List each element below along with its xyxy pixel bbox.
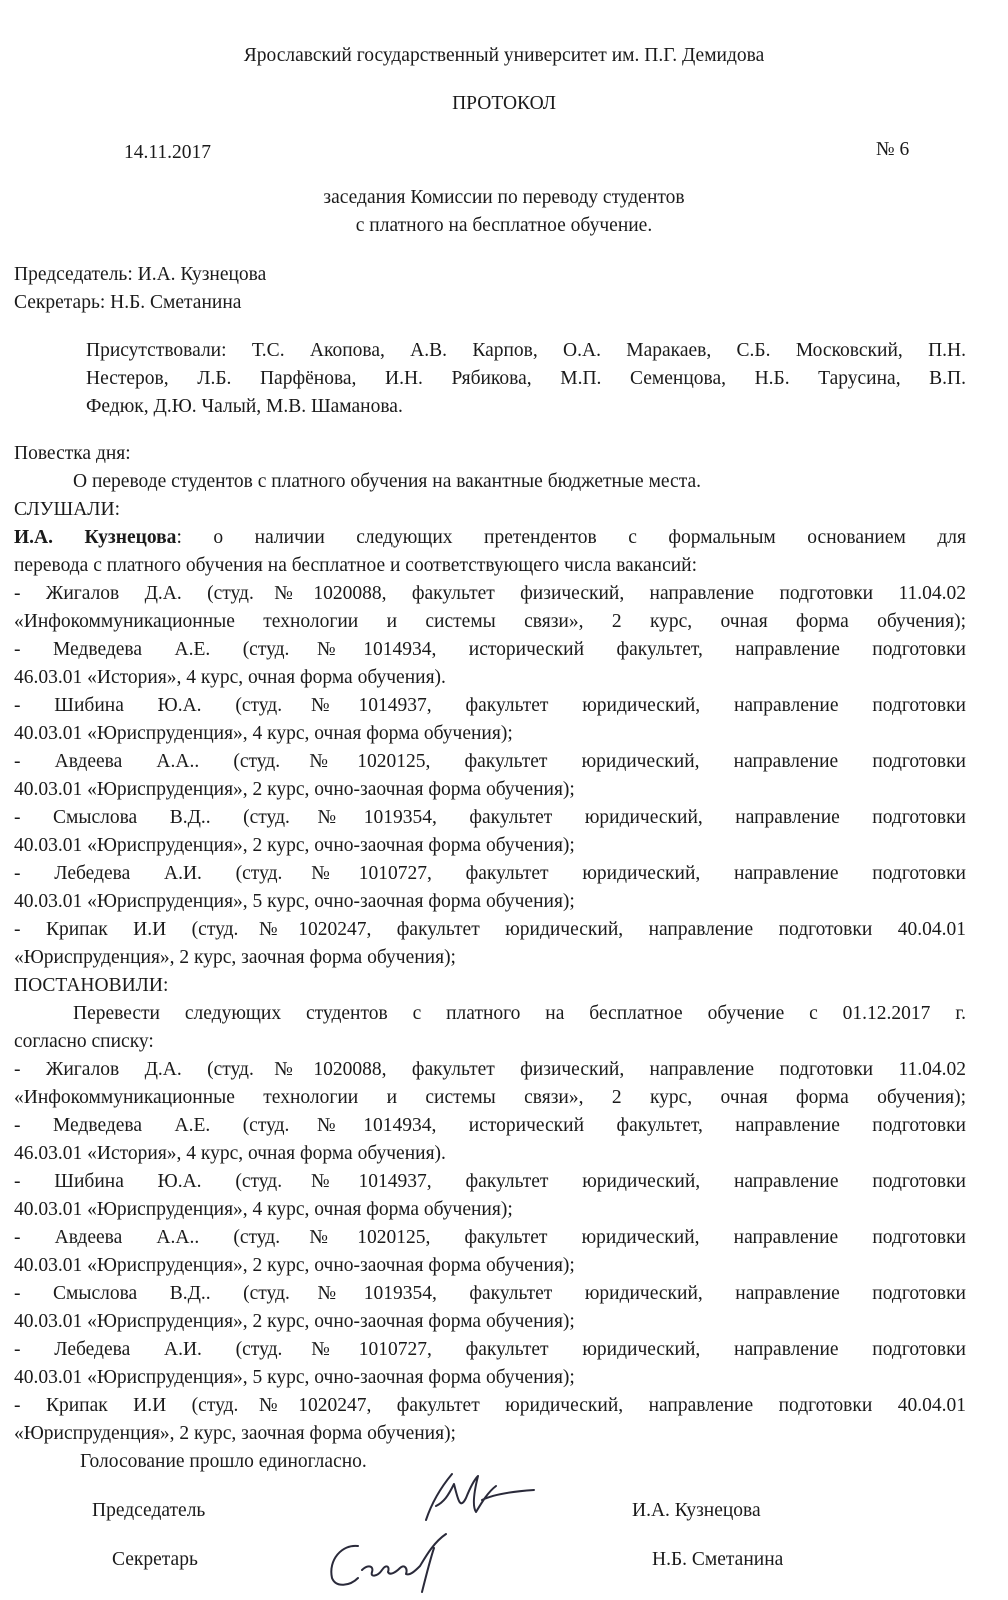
attendees-line: Нестеров, Л.Б. Парфёнова, И.Н. Рябикова, М.П. Семенцова, Н.Б. Тарусина, В.П. xyxy=(86,368,966,389)
heard-label: СЛУШАЛИ: xyxy=(14,499,121,520)
list-item: 40.03.01 «Юриспруденция», 2 курс, очно-заочная форма обучения); xyxy=(14,779,575,800)
list-item: - Шибина Ю.А. (студ.№1014937, факультет юридический, направление подготовки xyxy=(14,695,966,716)
subject-line-1: заседания Комиссии по переводу студентов xyxy=(323,187,685,208)
agenda-label: Повестка дня: xyxy=(14,443,131,464)
list-item: 40.03.01 «Юриспруденция», 2 курс, очно-заочная форма обучения); xyxy=(14,835,575,856)
list-item: - Авдеева А.А.. (студ.№1020125, факультет юридический, направление подготовки xyxy=(14,751,966,772)
attendees-line: Федюк, Д.Ю. Чалый, М.В. Шаманова. xyxy=(86,396,403,417)
secretary-signature-title: Секретарь xyxy=(112,1549,198,1570)
resolved-intro-line-1: Перевести следующих студентов с платного на бесплатное обучение с 01.12.2017 г. xyxy=(73,1003,966,1024)
heard-intro-rest: : о наличии следующих претендентов с формальным основанием для xyxy=(176,527,966,548)
list-item: «Юриспруденция», 2 курс, заочная форма обучения); xyxy=(14,1423,456,1444)
list-item: 40.03.01 «Юриспруденция», 5 курс, очно-заочная форма обучения); xyxy=(14,891,575,912)
heard-intro-line-2: перевода с платного обучения на бесплатное и соответствующего числа вакансий: xyxy=(14,555,698,576)
list-item: - Медведева А.Е. (студ.№1014934, исторический факультет, направление подготовки xyxy=(14,639,966,660)
list-item: 40.03.01 «Юриспруденция», 5 курс, очно-заочная форма обучения); xyxy=(14,1367,575,1388)
list-item: «Инфокоммуникационные технологии и системы связи», 2 курс, очная форма обучения); xyxy=(14,1087,966,1108)
list-item: 46.03.01 «История», 4 курс, очная форма обучения). xyxy=(14,667,446,688)
chair-signature-icon xyxy=(412,1466,542,1528)
protocol-date: 14.11.2017 xyxy=(124,142,212,163)
secretary-signature-name: Н.Б. Сметанина xyxy=(652,1549,784,1570)
subject-line-2: с платного на бесплатное обучение. xyxy=(355,215,653,236)
list-item: 40.03.01 «Юриспруденция», 4 курс, очная форма обучения); xyxy=(14,723,513,744)
list-item: «Юриспруденция», 2 курс, заочная форма обучения); xyxy=(14,947,456,968)
list-item: - Авдеева А.А.. (студ.№1020125, факультет юридический, направление подготовки xyxy=(14,1227,966,1248)
list-item: - Крипак И.И (студ.№1020247, факультет юридический, направление подготовки 40.04.01 xyxy=(14,1395,966,1416)
chair-line: Председатель: И.А. Кузнецова xyxy=(14,264,267,285)
agenda-item: О переводе студентов с платного обучения на вакантные бюджетные места. xyxy=(73,471,701,492)
university-name: Ярославский государственный университет им. П.Г. Демидова xyxy=(243,45,765,66)
attendees-line: Присутствовали: Т.С. Акопова, А.В. Карпов, О.А. Маракаев, С.Б. Московский, П.Н. xyxy=(86,340,966,361)
document-type: ПРОТОКОЛ xyxy=(452,93,556,114)
list-item: - Жигалов Д.А. (студ.№1020088, факультет физический, направление подготовки 11.04.02 xyxy=(14,583,966,604)
list-item: - Лебедева А.И. (студ.№1010727, факультет юридический, направление подготовки xyxy=(14,863,966,884)
vote-result: Голосование прошло единогласно. xyxy=(80,1451,367,1472)
list-item: 40.03.01 «Юриспруденция», 4 курс, очная форма обучения); xyxy=(14,1199,513,1220)
list-item: 40.03.01 «Юриспруденция», 2 курс, очно-заочная форма обучения); xyxy=(14,1255,575,1276)
list-item: 40.03.01 «Юриспруденция», 2 курс, очно-заочная форма обучения); xyxy=(14,1311,575,1332)
chair-signature-title: Председатель xyxy=(92,1500,206,1521)
list-item: - Смыслова В.Д.. (студ.№1019354, факультет юридический, направление подготовки xyxy=(14,807,966,828)
list-item: - Смыслова В.Д.. (студ.№1019354, факультет юридический, направление подготовки xyxy=(14,1283,966,1304)
attendees-block xyxy=(86,337,966,421)
chair-signature-name: И.А. Кузнецова xyxy=(632,1500,761,1521)
list-item: - Медведева А.Е. (студ.№1014934, исторический факультет, направление подготовки xyxy=(14,1115,966,1136)
resolved-intro-line-2: согласно списку: xyxy=(14,1031,154,1052)
secretary-line: Секретарь: Н.Б. Сметанина xyxy=(14,292,242,313)
resolved-label: ПОСТАНОВИЛИ: xyxy=(14,975,169,996)
list-item: - Крипак И.И (студ.№1020247, факультет юридический, направление подготовки 40.04.01 xyxy=(14,919,966,940)
protocol-number: № 6 xyxy=(876,139,910,160)
list-item: «Инфокоммуникационные технологии и системы связи», 2 курс, очная форма обучения); xyxy=(14,611,966,632)
list-item: - Жигалов Д.А. (студ.№1020088, факультет физический, направление подготовки 11.04.02 xyxy=(14,1059,966,1080)
list-item: - Лебедева А.И. (студ.№1010727, факультет юридический, направление подготовки xyxy=(14,1339,966,1360)
main-body xyxy=(14,440,966,1476)
heard-intro-line-1 xyxy=(14,524,966,552)
list-item: - Шибина Ю.А. (студ.№1014937, факультет юридический, направление подготовки xyxy=(14,1171,966,1192)
secretary-signature-icon xyxy=(318,1526,468,1596)
speaker-name: И.А. Кузнецова xyxy=(14,527,177,548)
list-item: 46.03.01 «История», 4 курс, очная форма обучения). xyxy=(14,1143,446,1164)
